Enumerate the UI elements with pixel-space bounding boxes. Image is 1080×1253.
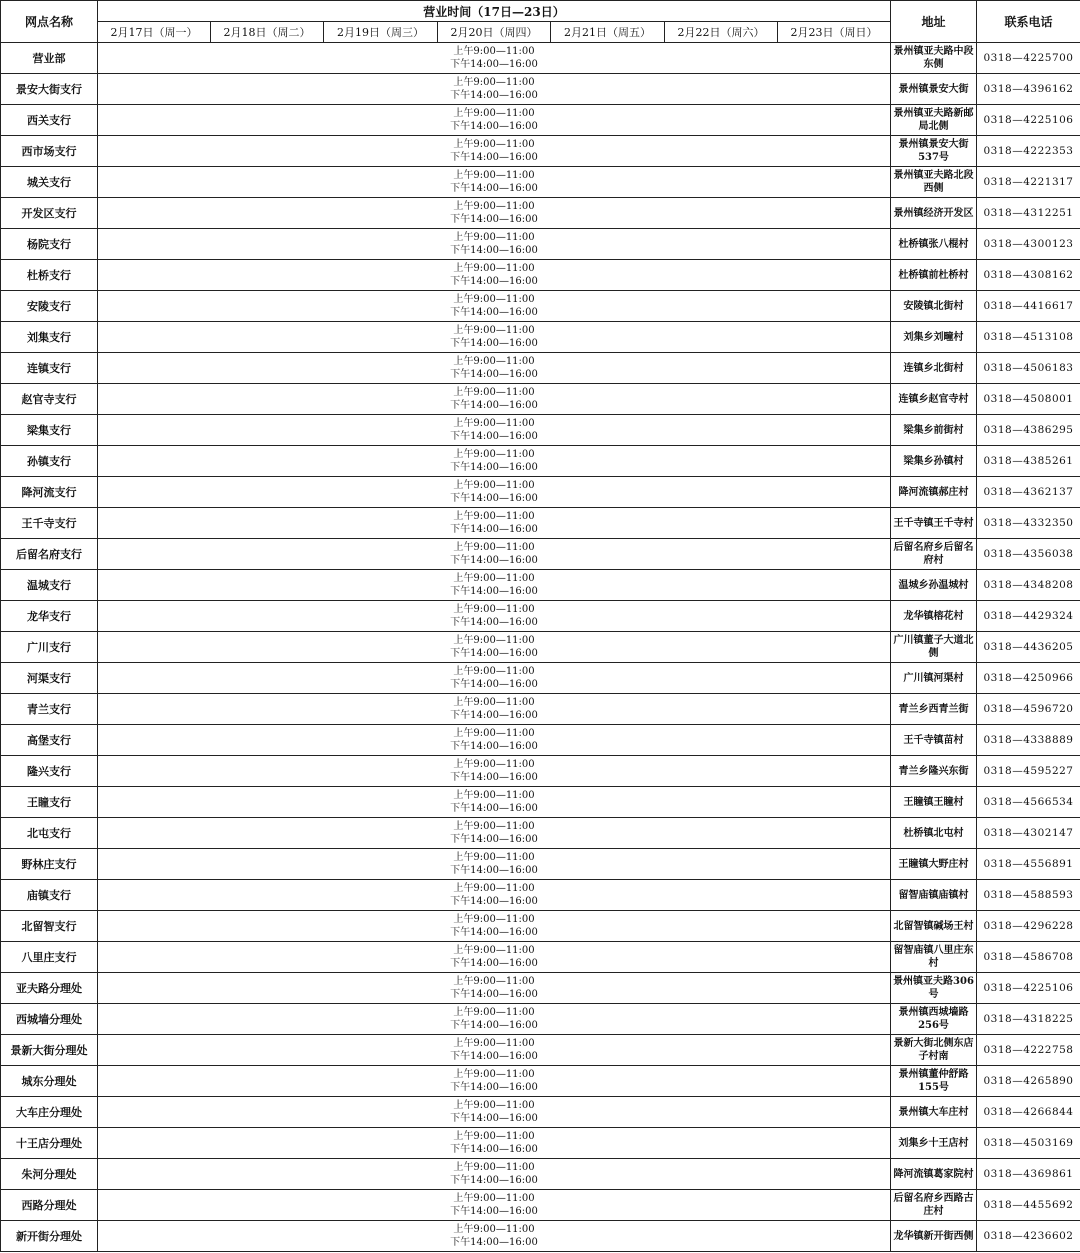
branch-phone: 0318—4312251 [977, 198, 1080, 229]
afternoon-hours: 下午14:00—16:00 [450, 369, 538, 380]
table-row [1, 1066, 1080, 1097]
branch-phone: 0318—4503169 [977, 1128, 1080, 1159]
branch-phone: 0318—4296228 [977, 911, 1080, 942]
branch-name: 景新大街分理处 [1, 1035, 98, 1066]
afternoon-hours: 下午14:00—16:00 [450, 586, 538, 597]
table-row [1, 818, 1080, 849]
day-header: 2月20日（周四） [438, 22, 551, 43]
branch-address: 留智庙镇八里庄东村 [891, 942, 977, 973]
branch-address: 景州镇西城墙路256号 [891, 1004, 977, 1035]
afternoon-hours: 下午14:00—16:00 [450, 989, 538, 1000]
branch-phone: 0318—4338889 [977, 725, 1080, 756]
morning-hours: 上午9:00—11:00 [453, 790, 535, 801]
branch-address: 景州镇景安大街537号 [891, 136, 977, 167]
business-hours [98, 229, 891, 260]
branch-name: 新开街分理处 [1, 1221, 98, 1252]
branch-phone: 0318—4566534 [977, 787, 1080, 818]
branch-address: 降河流镇葛家院村 [891, 1159, 977, 1190]
branch-phone: 0318—4222353 [977, 136, 1080, 167]
branch-address: 景州镇亚夫路306号 [891, 973, 977, 1004]
day-header: 2月22日（周六） [665, 22, 778, 43]
branch-phone: 0318—4416617 [977, 291, 1080, 322]
table-row [1, 1159, 1080, 1190]
branch-phone: 0318—4222758 [977, 1035, 1080, 1066]
branch-name: 西城墙分理处 [1, 1004, 98, 1035]
table-row [1, 384, 1080, 415]
branch-phone: 0318—4348208 [977, 570, 1080, 601]
branch-address: 留智庙镇庙镇村 [891, 880, 977, 911]
branch-phone: 0318—4302147 [977, 818, 1080, 849]
afternoon-hours: 下午14:00—16:00 [450, 493, 538, 504]
morning-hours: 上午9:00—11:00 [453, 232, 535, 243]
table-row [1, 694, 1080, 725]
branch-name: 营业部 [1, 43, 98, 74]
table-row [1, 663, 1080, 694]
branch-name: 王千寺支行 [1, 508, 98, 539]
table-row [1, 508, 1080, 539]
table-row [1, 415, 1080, 446]
branch-name: 隆兴支行 [1, 756, 98, 787]
branch-phone: 0318—4266844 [977, 1097, 1080, 1128]
afternoon-hours: 下午14:00—16:00 [450, 1237, 538, 1248]
business-hours [98, 446, 891, 477]
branch-phone: 0318—4250966 [977, 663, 1080, 694]
branch-phone: 0318—4356038 [977, 539, 1080, 570]
branch-address: 连镇乡赵官寺村 [891, 384, 977, 415]
branch-address: 杜桥镇张八棍村 [891, 229, 977, 260]
business-hours [98, 1035, 891, 1066]
branch-name: 梁集支行 [1, 415, 98, 446]
business-hours [98, 477, 891, 508]
morning-hours: 上午9:00—11:00 [453, 511, 535, 522]
business-hours [98, 136, 891, 167]
business-hours [98, 694, 891, 725]
afternoon-hours: 下午14:00—16:00 [450, 276, 538, 287]
table-row [1, 911, 1080, 942]
afternoon-hours: 下午14:00—16:00 [450, 1082, 538, 1093]
table-row [1, 1035, 1080, 1066]
morning-hours: 上午9:00—11:00 [453, 604, 535, 615]
branch-address: 梁集乡孙镇村 [891, 446, 977, 477]
afternoon-hours: 下午14:00—16:00 [450, 834, 538, 845]
table-row [1, 1190, 1080, 1221]
afternoon-hours: 下午14:00—16:00 [450, 152, 538, 163]
afternoon-hours: 下午14:00—16:00 [450, 741, 538, 752]
afternoon-hours: 下午14:00—16:00 [450, 1144, 538, 1155]
branch-phone: 0318—4332350 [977, 508, 1080, 539]
morning-hours: 上午9:00—11:00 [453, 635, 535, 646]
branch-phone: 0318—4455692 [977, 1190, 1080, 1221]
table-row [1, 260, 1080, 291]
afternoon-hours: 下午14:00—16:00 [450, 338, 538, 349]
business-hours [98, 105, 891, 136]
branch-address: 广川镇董子大道北侧 [891, 632, 977, 663]
business-hours [98, 508, 891, 539]
business-hours [98, 260, 891, 291]
branch-address: 后留名府乡西路古庄村 [891, 1190, 977, 1221]
afternoon-hours: 下午14:00—16:00 [450, 307, 538, 318]
branch-phone: 0318—4588593 [977, 880, 1080, 911]
branch-name: 北留智支行 [1, 911, 98, 942]
table-row [1, 136, 1080, 167]
branch-name: 后留名府支行 [1, 539, 98, 570]
branch-phone: 0318—4225700 [977, 43, 1080, 74]
business-hours [98, 539, 891, 570]
branch-phone: 0318—4436205 [977, 632, 1080, 663]
branch-address: 王瞳镇王瞳村 [891, 787, 977, 818]
morning-hours: 上午9:00—11:00 [453, 139, 535, 150]
day-header: 2月21日（周五） [551, 22, 665, 43]
branch-name: 杨院支行 [1, 229, 98, 260]
table-row [1, 849, 1080, 880]
afternoon-hours: 下午14:00—16:00 [450, 121, 538, 132]
branch-name: 开发区支行 [1, 198, 98, 229]
table-row [1, 632, 1080, 663]
afternoon-hours: 下午14:00—16:00 [450, 772, 538, 783]
branch-address: 景州镇董仲舒路155号 [891, 1066, 977, 1097]
business-hours [98, 570, 891, 601]
table-row [1, 1221, 1080, 1252]
branch-name: 降河流支行 [1, 477, 98, 508]
branch-address: 龙华镇榕花村 [891, 601, 977, 632]
branch-address: 王瞳镇大野庄村 [891, 849, 977, 880]
branch-address: 杜桥镇北屯村 [891, 818, 977, 849]
morning-hours: 上午9:00—11:00 [453, 852, 535, 863]
table-row [1, 43, 1080, 74]
afternoon-hours: 下午14:00—16:00 [450, 400, 538, 411]
morning-hours: 上午9:00—11:00 [453, 263, 535, 274]
branch-name: 龙华支行 [1, 601, 98, 632]
table-row [1, 725, 1080, 756]
afternoon-hours: 下午14:00—16:00 [450, 617, 538, 628]
table-row [1, 291, 1080, 322]
afternoon-hours: 下午14:00—16:00 [450, 865, 538, 876]
morning-hours: 上午9:00—11:00 [453, 883, 535, 894]
table-row [1, 1004, 1080, 1035]
branch-phone: 0318—4513108 [977, 322, 1080, 353]
business-hours [98, 291, 891, 322]
branch-address: 景州镇亚夫路中段东侧 [891, 43, 977, 74]
branch-phone: 0318—4508001 [977, 384, 1080, 415]
afternoon-hours: 下午14:00—16:00 [450, 803, 538, 814]
business-hours [98, 322, 891, 353]
table-row [1, 942, 1080, 973]
table-row [1, 1097, 1080, 1128]
afternoon-hours: 下午14:00—16:00 [450, 927, 538, 938]
afternoon-hours: 下午14:00—16:00 [450, 648, 538, 659]
phone-column-header: 联系电话 [977, 1, 1080, 43]
branch-name: 城关支行 [1, 167, 98, 198]
afternoon-hours: 下午14:00—16:00 [450, 1206, 538, 1217]
morning-hours: 上午9:00—11:00 [453, 1193, 535, 1204]
branch-phone: 0318—4396162 [977, 74, 1080, 105]
branch-address: 刘集乡十王店村 [891, 1128, 977, 1159]
branch-address: 后留名府乡后留名府村 [891, 539, 977, 570]
morning-hours: 上午9:00—11:00 [453, 1224, 535, 1235]
branch-name: 野林庄支行 [1, 849, 98, 880]
morning-hours: 上午9:00—11:00 [453, 46, 535, 57]
business-hours [98, 911, 891, 942]
branch-name: 高堡支行 [1, 725, 98, 756]
business-hours [98, 632, 891, 663]
branch-name: 八里庄支行 [1, 942, 98, 973]
morning-hours: 上午9:00—11:00 [453, 1038, 535, 1049]
branch-name: 温城支行 [1, 570, 98, 601]
branch-phone: 0318—4308162 [977, 260, 1080, 291]
business-hours [98, 756, 891, 787]
afternoon-hours: 下午14:00—16:00 [450, 90, 538, 101]
morning-hours: 上午9:00—11:00 [453, 1162, 535, 1173]
business-hours [98, 43, 891, 74]
branch-name: 西关支行 [1, 105, 98, 136]
branch-phone: 0318—4236602 [977, 1221, 1080, 1252]
business-hours [98, 849, 891, 880]
branch-address: 景州镇大车庄村 [891, 1097, 977, 1128]
table-row [1, 477, 1080, 508]
branch-name: 连镇支行 [1, 353, 98, 384]
branch-address: 温城乡孙温城村 [891, 570, 977, 601]
business-hours [98, 942, 891, 973]
afternoon-hours: 下午14:00—16:00 [450, 1175, 538, 1186]
morning-hours: 上午9:00—11:00 [453, 728, 535, 739]
table-row [1, 756, 1080, 787]
afternoon-hours: 下午14:00—16:00 [450, 1020, 538, 1031]
branch-address: 青兰乡西青兰街 [891, 694, 977, 725]
business-hours [98, 601, 891, 632]
branch-address: 景州镇经济开发区 [891, 198, 977, 229]
business-hours [98, 1004, 891, 1035]
branch-name: 杜桥支行 [1, 260, 98, 291]
morning-hours: 上午9:00—11:00 [453, 449, 535, 460]
table-row [1, 601, 1080, 632]
branch-name: 河渠支行 [1, 663, 98, 694]
branch-address: 青兰乡隆兴东街 [891, 756, 977, 787]
branch-name: 西市场支行 [1, 136, 98, 167]
table-row [1, 446, 1080, 477]
morning-hours: 上午9:00—11:00 [453, 294, 535, 305]
afternoon-hours: 下午14:00—16:00 [450, 214, 538, 225]
branch-phone: 0318—4596720 [977, 694, 1080, 725]
branch-phone: 0318—4362137 [977, 477, 1080, 508]
morning-hours: 上午9:00—11:00 [453, 201, 535, 212]
branch-address: 梁集乡前街村 [891, 415, 977, 446]
table-row [1, 973, 1080, 1004]
branch-name: 王瞳支行 [1, 787, 98, 818]
afternoon-hours: 下午14:00—16:00 [450, 958, 538, 969]
afternoon-hours: 下午14:00—16:00 [450, 1113, 538, 1124]
morning-hours: 上午9:00—11:00 [453, 356, 535, 367]
morning-hours: 上午9:00—11:00 [453, 418, 535, 429]
business-hours [98, 818, 891, 849]
business-hours [98, 880, 891, 911]
branch-address: 连镇乡北街村 [891, 353, 977, 384]
branch-name: 赵官寺支行 [1, 384, 98, 415]
morning-hours: 上午9:00—11:00 [453, 666, 535, 677]
branch-phone: 0318—4225106 [977, 973, 1080, 1004]
branch-phone: 0318—4385261 [977, 446, 1080, 477]
afternoon-hours: 下午14:00—16:00 [450, 896, 538, 907]
branch-address: 景州镇亚夫路新邮局北侧 [891, 105, 977, 136]
branch-phone: 0318—4586708 [977, 942, 1080, 973]
table-row [1, 570, 1080, 601]
day-header: 2月17日（周一） [98, 22, 211, 43]
business-hours [98, 663, 891, 694]
business-hours [98, 1159, 891, 1190]
morning-hours: 上午9:00—11:00 [453, 945, 535, 956]
table-row [1, 353, 1080, 384]
branch-phone: 0318—4595227 [977, 756, 1080, 787]
table-row [1, 105, 1080, 136]
branch-name: 刘集支行 [1, 322, 98, 353]
branch-address: 景州镇亚夫路北段西侧 [891, 167, 977, 198]
day-header: 2月18日（周二） [211, 22, 324, 43]
branch-phone: 0318—4221317 [977, 167, 1080, 198]
morning-hours: 上午9:00—11:00 [453, 1069, 535, 1080]
table-row [1, 229, 1080, 260]
branch-address: 安陵镇北街村 [891, 291, 977, 322]
business-hours [98, 1066, 891, 1097]
morning-hours: 上午9:00—11:00 [453, 914, 535, 925]
morning-hours: 上午9:00—11:00 [453, 697, 535, 708]
branch-name: 景安大街支行 [1, 74, 98, 105]
branch-phone: 0318—4429324 [977, 601, 1080, 632]
branch-phone: 0318—4300123 [977, 229, 1080, 260]
branch-name: 大车庄分理处 [1, 1097, 98, 1128]
business-hours [98, 725, 891, 756]
business-hours [98, 973, 891, 1004]
branch-phone: 0318—4386295 [977, 415, 1080, 446]
morning-hours: 上午9:00—11:00 [453, 77, 535, 88]
branch-name: 广川支行 [1, 632, 98, 663]
branch-name: 城东分理处 [1, 1066, 98, 1097]
day-header: 2月23日（周日） [778, 22, 891, 43]
table-row [1, 1128, 1080, 1159]
hours-title: 营业时间（17日—23日） [98, 1, 891, 22]
morning-hours: 上午9:00—11:00 [453, 170, 535, 181]
morning-hours: 上午9:00—11:00 [453, 573, 535, 584]
business-hours [98, 353, 891, 384]
afternoon-hours: 下午14:00—16:00 [450, 183, 538, 194]
morning-hours: 上午9:00—11:00 [453, 108, 535, 119]
business-hours [98, 1190, 891, 1221]
branch-name: 青兰支行 [1, 694, 98, 725]
branch-address: 北留智镇碱场王村 [891, 911, 977, 942]
business-hours [98, 384, 891, 415]
branch-name: 安陵支行 [1, 291, 98, 322]
branch-address: 杜桥镇前杜桥村 [891, 260, 977, 291]
morning-hours: 上午9:00—11:00 [453, 1100, 535, 1111]
table-row [1, 539, 1080, 570]
name-column-header: 网点名称 [1, 1, 98, 43]
afternoon-hours: 下午14:00—16:00 [450, 245, 538, 256]
branch-phone: 0318—4369861 [977, 1159, 1080, 1190]
morning-hours: 上午9:00—11:00 [453, 325, 535, 336]
table-row [1, 880, 1080, 911]
morning-hours: 上午9:00—11:00 [453, 1007, 535, 1018]
branch-phone: 0318—4318225 [977, 1004, 1080, 1035]
business-hours [98, 198, 891, 229]
table-row [1, 322, 1080, 353]
branch-name: 孙镇支行 [1, 446, 98, 477]
afternoon-hours: 下午14:00—16:00 [450, 710, 538, 721]
branch-address: 广川镇河渠村 [891, 663, 977, 694]
afternoon-hours: 下午14:00—16:00 [450, 59, 538, 70]
morning-hours: 上午9:00—11:00 [453, 480, 535, 491]
afternoon-hours: 下午14:00—16:00 [450, 1051, 538, 1062]
morning-hours: 上午9:00—11:00 [453, 542, 535, 553]
business-hours [98, 74, 891, 105]
afternoon-hours: 下午14:00—16:00 [450, 462, 538, 473]
business-hours [98, 167, 891, 198]
morning-hours: 上午9:00—11:00 [453, 976, 535, 987]
business-hours [98, 415, 891, 446]
morning-hours: 上午9:00—11:00 [453, 759, 535, 770]
branch-name: 十王店分理处 [1, 1128, 98, 1159]
branch-address: 降河流镇郝庄村 [891, 477, 977, 508]
branch-phone: 0318—4265890 [977, 1066, 1080, 1097]
branch-name: 西路分理处 [1, 1190, 98, 1221]
afternoon-hours: 下午14:00—16:00 [450, 555, 538, 566]
morning-hours: 上午9:00—11:00 [453, 821, 535, 832]
branch-address: 景州镇景安大街 [891, 74, 977, 105]
afternoon-hours: 下午14:00—16:00 [450, 431, 538, 442]
business-hours [98, 1221, 891, 1252]
branch-phone: 0318—4225106 [977, 105, 1080, 136]
table-row [1, 198, 1080, 229]
business-hours [98, 1128, 891, 1159]
business-hours [98, 1097, 891, 1128]
branch-name: 亚夫路分理处 [1, 973, 98, 1004]
branch-phone: 0318—4506183 [977, 353, 1080, 384]
branch-name: 庙镇支行 [1, 880, 98, 911]
morning-hours: 上午9:00—11:00 [453, 387, 535, 398]
afternoon-hours: 下午14:00—16:00 [450, 524, 538, 535]
branch-name: 北屯支行 [1, 818, 98, 849]
afternoon-hours: 下午14:00—16:00 [450, 679, 538, 690]
business-hours [98, 787, 891, 818]
table-row [1, 167, 1080, 198]
branch-address: 刘集乡刘疃村 [891, 322, 977, 353]
address-column-header: 地址 [891, 1, 977, 43]
table-row [1, 787, 1080, 818]
morning-hours: 上午9:00—11:00 [453, 1131, 535, 1142]
day-header: 2月19日（周三） [324, 22, 438, 43]
table-row [1, 74, 1080, 105]
branch-address: 景新大街北侧东店子村南 [891, 1035, 977, 1066]
branch-address: 龙华镇新开街西侧 [891, 1221, 977, 1252]
branch-address: 王千寺镇王千寺村 [891, 508, 977, 539]
branch-phone: 0318—4556891 [977, 849, 1080, 880]
branch-address: 王千寺镇苗村 [891, 725, 977, 756]
branch-name: 朱河分理处 [1, 1159, 98, 1190]
